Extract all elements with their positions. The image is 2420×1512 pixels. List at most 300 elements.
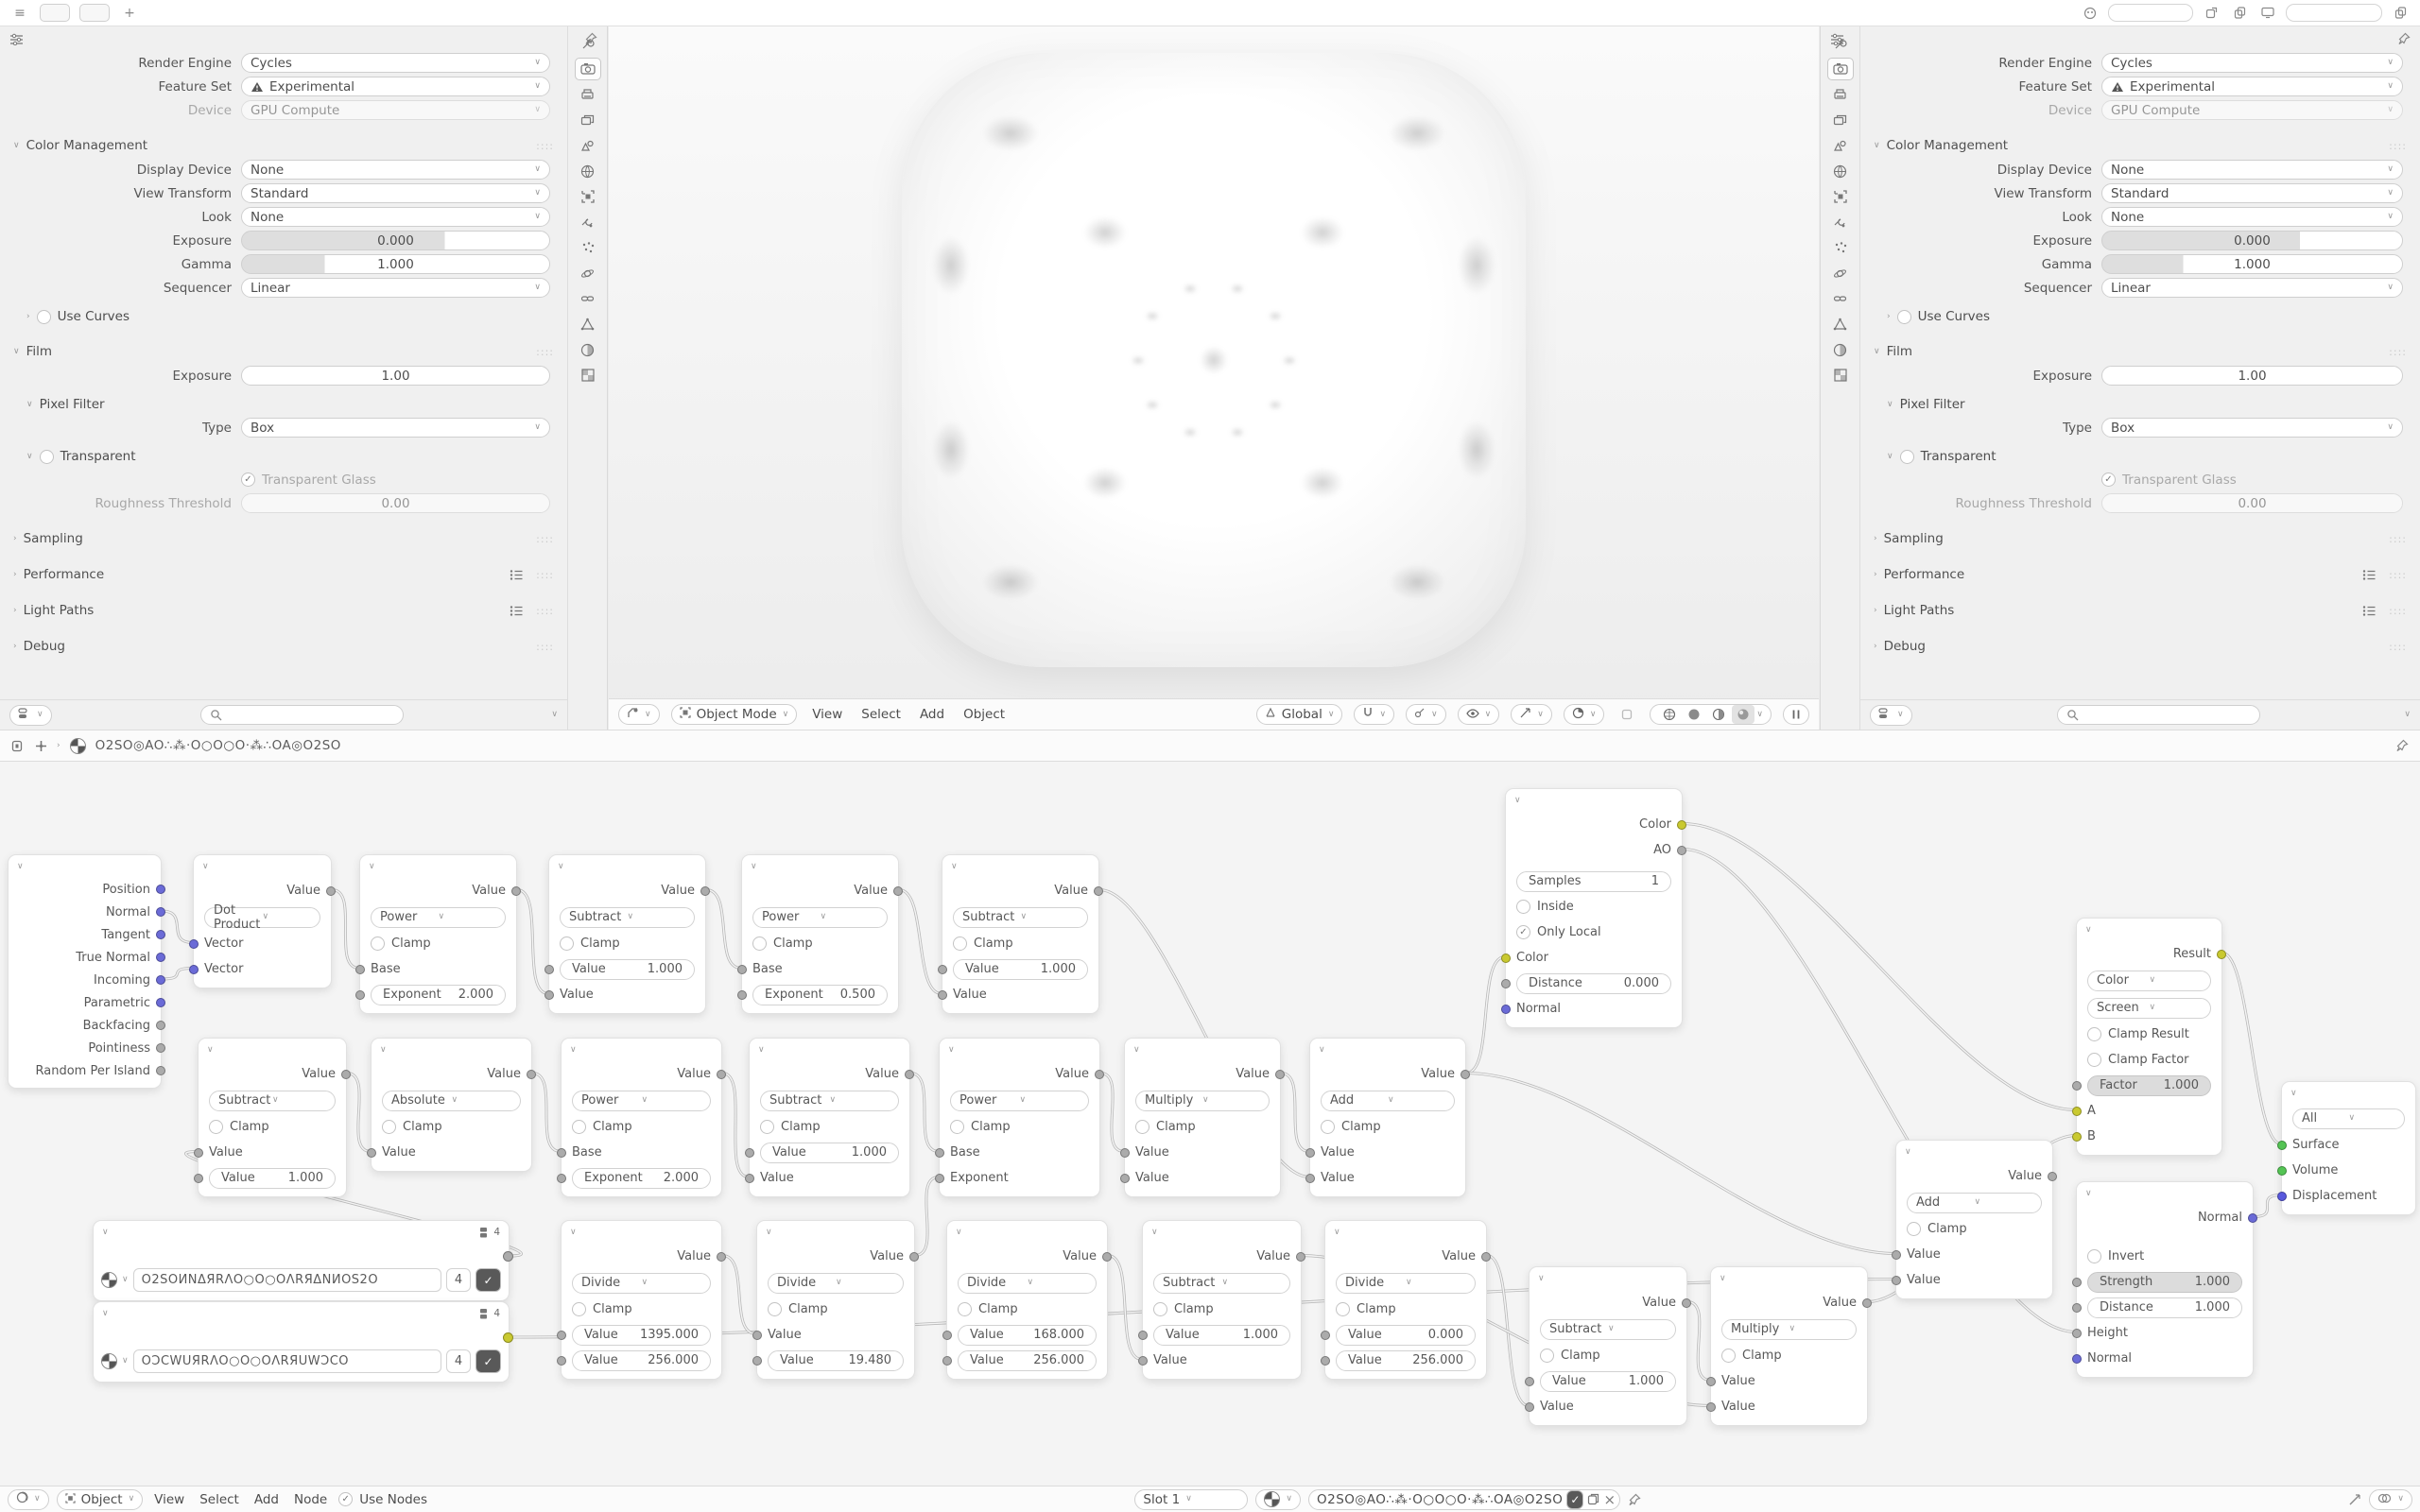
node-header[interactable] (199, 1039, 346, 1061)
node-sub21[interactable] (1529, 1266, 1687, 1426)
list-menu-icon[interactable] (510, 605, 524, 617)
checkbox[interactable] (1540, 1349, 1554, 1363)
input-socket[interactable] (938, 990, 947, 1000)
input-socket[interactable] (1501, 1005, 1511, 1014)
dropdown-render-engine[interactable] (241, 53, 550, 73)
toggle-transparent[interactable] (0, 445, 567, 468)
xray-toggle[interactable] (1616, 705, 1638, 724)
use-nodes-toggle[interactable] (338, 1492, 427, 1507)
node-header[interactable] (940, 1039, 1099, 1061)
visibility-dropdown[interactable] (1458, 704, 1500, 725)
output-socket[interactable] (1682, 1298, 1691, 1308)
menu-select[interactable]: Select (199, 1491, 239, 1507)
node-sub10[interactable] (749, 1038, 910, 1197)
operation-dropdown[interactable] (204, 902, 320, 932)
node-pow11[interactable] (939, 1038, 1100, 1197)
node-div20[interactable] (1324, 1220, 1487, 1380)
slider-exposure[interactable] (2101, 231, 2403, 250)
node-geometry[interactable] (8, 854, 162, 1089)
menu-object[interactable]: Object (963, 707, 1006, 722)
tab-material[interactable] (1827, 338, 1854, 361)
checkbox[interactable] (1900, 450, 1914, 464)
input-socket[interactable] (938, 965, 947, 974)
checkbox[interactable]: ✓ (1516, 925, 1530, 939)
toggle-use-curves[interactable] (0, 305, 567, 328)
fake-user-shield-icon[interactable]: ✓ (475, 1268, 501, 1292)
output-socket[interactable] (156, 907, 165, 917)
node-header[interactable] (2077, 1182, 2253, 1205)
section-debug[interactable] (1860, 634, 2420, 659)
checkbox[interactable] (572, 1120, 586, 1134)
tab-modifiers[interactable] (575, 211, 601, 233)
input-socket[interactable] (1321, 1356, 1330, 1366)
dropdown-device[interactable] (2101, 100, 2403, 120)
proportional-group[interactable] (1406, 704, 1446, 725)
node-header[interactable] (194, 855, 331, 878)
operation-dropdown[interactable] (1321, 1091, 1455, 1111)
node-header[interactable] (94, 1302, 509, 1325)
node-header[interactable] (1506, 789, 1682, 812)
output-socket[interactable] (1102, 1252, 1112, 1262)
list-menu-icon[interactable] (510, 569, 524, 581)
output-socket[interactable] (1677, 820, 1686, 830)
node-header[interactable] (360, 855, 516, 878)
section-performance[interactable] (1860, 562, 2420, 587)
dropdown-display-device[interactable] (2101, 160, 2403, 180)
section-light-paths[interactable] (1860, 598, 2420, 623)
output-socket[interactable] (503, 1251, 513, 1262)
list-menu-icon[interactable] (2362, 605, 2377, 617)
checkbox[interactable] (953, 936, 967, 951)
tab-object-data[interactable] (575, 313, 601, 335)
output-socket[interactable] (156, 953, 165, 962)
output-socket[interactable] (156, 1043, 165, 1053)
operation-dropdown[interactable] (209, 1091, 336, 1111)
checkbox[interactable] (1135, 1120, 1150, 1134)
dropdown-type[interactable] (241, 418, 550, 438)
section-debug[interactable] (0, 634, 567, 659)
output-socket[interactable] (503, 1332, 513, 1343)
node-header[interactable] (2077, 919, 2221, 941)
checkbox[interactable] (560, 936, 574, 951)
slider-gamma[interactable] (2101, 254, 2403, 274)
slider-exposure[interactable] (241, 231, 550, 250)
input-socket[interactable] (1120, 1148, 1130, 1158)
input-socket[interactable] (367, 1148, 376, 1158)
operation-dropdown[interactable] (760, 1091, 899, 1111)
input-socket[interactable] (942, 1356, 952, 1366)
input-socket[interactable] (2277, 1166, 2287, 1176)
node-div18[interactable] (946, 1220, 1108, 1380)
node-abs8[interactable] (371, 1038, 532, 1172)
value-field[interactable] (1153, 1325, 1290, 1346)
value-field[interactable] (2087, 1297, 2242, 1318)
value-field[interactable] (768, 1350, 904, 1371)
input-socket[interactable] (557, 1148, 566, 1158)
operation-dropdown[interactable] (2292, 1108, 2405, 1129)
value-field[interactable] (1336, 1350, 1476, 1371)
list-menu-icon[interactable] (2362, 569, 2377, 581)
menu-view[interactable]: View (154, 1491, 185, 1507)
node-pow1[interactable] (359, 854, 517, 1014)
checkbox[interactable] (1321, 1120, 1335, 1134)
value-field[interactable] (2087, 1075, 2211, 1096)
numfield-roughness-threshold[interactable] (2101, 493, 2403, 513)
tab-object[interactable] (1827, 185, 1854, 208)
checkbox[interactable] (2087, 1053, 2101, 1067)
dropdown-type[interactable] (2101, 418, 2403, 438)
input-socket[interactable] (737, 965, 747, 974)
operation-dropdown[interactable] (382, 1091, 521, 1111)
value-field[interactable] (760, 1143, 899, 1163)
input-socket[interactable] (557, 1174, 566, 1183)
pin-icon[interactable] (1628, 1493, 1641, 1506)
value-field[interactable] (1336, 1325, 1476, 1346)
section-sampling[interactable] (0, 526, 567, 551)
output-socket[interactable] (893, 886, 903, 896)
node-editor-canvas[interactable] (0, 762, 2420, 1486)
checkbox[interactable] (572, 1302, 586, 1316)
output-socket[interactable] (1095, 1070, 1104, 1079)
input-socket[interactable] (752, 1331, 762, 1340)
operation-dropdown[interactable] (1907, 1193, 2042, 1213)
section-color-management[interactable] (1860, 133, 2420, 158)
node-dot[interactable] (193, 854, 332, 988)
value-field[interactable] (1516, 871, 1671, 892)
node-header[interactable] (942, 855, 1098, 878)
input-socket[interactable] (2072, 1081, 2082, 1091)
input-socket[interactable] (745, 1148, 754, 1158)
node-div17[interactable] (756, 1220, 915, 1380)
input-socket[interactable] (935, 1174, 944, 1183)
checkbox[interactable]: ✓ (241, 472, 255, 487)
tab-world[interactable] (575, 160, 601, 182)
operation-dropdown[interactable] (1135, 1091, 1270, 1111)
output-socket[interactable] (717, 1252, 726, 1262)
checkbox[interactable] (40, 450, 54, 464)
node-header[interactable] (1896, 1141, 2052, 1163)
node-pow9[interactable] (561, 1038, 722, 1197)
tab-modifiers[interactable] (1827, 211, 1854, 233)
input-socket[interactable] (1321, 1331, 1330, 1340)
operation-dropdown[interactable] (953, 907, 1088, 928)
menu-add[interactable]: Add (919, 707, 945, 722)
checkbox[interactable] (1153, 1302, 1167, 1316)
value-field[interactable] (1540, 1371, 1676, 1392)
dropdown-view-transform[interactable] (2101, 183, 2403, 203)
output-socket[interactable] (156, 998, 165, 1007)
tab-tool[interactable] (575, 32, 601, 55)
input-socket[interactable] (1892, 1276, 1901, 1285)
input-socket[interactable] (194, 1174, 203, 1183)
output-socket[interactable] (1275, 1070, 1285, 1079)
input-socket[interactable] (355, 990, 365, 1000)
node-sub19[interactable] (1142, 1220, 1302, 1380)
checkbox[interactable]: ✓ (2101, 472, 2116, 487)
node-sub1[interactable] (548, 854, 706, 1014)
operation-dropdown[interactable] (572, 1091, 711, 1111)
output-socket[interactable] (1094, 886, 1103, 896)
input-socket[interactable] (2072, 1329, 2082, 1338)
value-field[interactable] (1516, 973, 1671, 994)
value-field[interactable] (958, 1325, 1097, 1346)
node-header[interactable] (94, 1221, 509, 1244)
properties-editor-icon[interactable] (9, 33, 24, 45)
input-socket[interactable] (1138, 1356, 1148, 1366)
unlink-icon[interactable]: × (1603, 1490, 1616, 1508)
tab-output[interactable] (1827, 83, 1854, 106)
output-socket[interactable] (1481, 1252, 1491, 1262)
node-add24[interactable] (1895, 1140, 2053, 1299)
numfield-roughness-threshold[interactable] (241, 493, 550, 513)
fake-user-shield-icon[interactable]: ✓ (1566, 1490, 1583, 1509)
value-field[interactable] (572, 1350, 711, 1371)
viewport-3d[interactable] (609, 26, 1819, 730)
dropdown-feature-set[interactable] (241, 77, 550, 96)
shade-solid-button[interactable] (1683, 705, 1705, 724)
tab-output[interactable] (575, 83, 601, 106)
checkbox[interactable] (768, 1302, 782, 1316)
dropdown-sequencer[interactable] (241, 278, 550, 298)
slider-gamma[interactable] (241, 254, 550, 274)
input-socket[interactable] (2072, 1107, 2082, 1116)
node-header[interactable] (757, 1221, 914, 1244)
editor-type-button[interactable] (8, 1489, 49, 1510)
checkbox[interactable] (958, 1302, 972, 1316)
gizmo-dropdown[interactable] (1511, 704, 1552, 725)
input-socket[interactable] (189, 965, 199, 974)
node-img1[interactable] (93, 1220, 510, 1301)
checkbox[interactable] (752, 936, 767, 951)
output-socket[interactable] (905, 1070, 914, 1079)
input-socket[interactable] (1706, 1377, 1716, 1386)
dropdown-look[interactable] (241, 207, 550, 227)
new-material-icon[interactable] (1587, 1493, 1599, 1505)
menu-add[interactable]: Add (253, 1491, 279, 1507)
tab-constraints[interactable] (1827, 287, 1854, 310)
checkbox[interactable] (950, 1120, 964, 1134)
tab-physics[interactable] (1827, 262, 1854, 284)
node-header[interactable] (372, 1039, 531, 1061)
output-socket[interactable] (511, 886, 521, 896)
output-socket[interactable] (1677, 846, 1686, 855)
operation-dropdown[interactable] (950, 1091, 1089, 1111)
node-mul12[interactable] (1124, 1038, 1281, 1197)
node-add13[interactable] (1309, 1038, 1466, 1197)
node-header[interactable] (549, 855, 705, 878)
fake-user-shield-icon[interactable]: ✓ (475, 1349, 501, 1373)
checkbox-row[interactable] (241, 472, 376, 488)
operation-dropdown[interactable] (752, 907, 888, 928)
node-header[interactable] (1711, 1267, 1867, 1290)
checkbox[interactable] (1721, 1349, 1736, 1363)
input-socket[interactable] (1501, 954, 1511, 963)
node-header[interactable] (1310, 1039, 1465, 1061)
image-icon[interactable] (101, 1272, 117, 1288)
tab-material[interactable] (575, 338, 601, 361)
value-field[interactable] (572, 1168, 711, 1189)
value-field[interactable] (2087, 1272, 2242, 1293)
input-socket[interactable] (544, 990, 554, 1000)
input-socket[interactable] (2072, 1303, 2082, 1313)
input-socket[interactable] (2072, 1278, 2082, 1287)
pivot-icon[interactable] (35, 740, 47, 752)
input-socket[interactable] (194, 1148, 203, 1158)
search-input[interactable] (2057, 705, 2260, 725)
node-header[interactable] (1530, 1267, 1686, 1290)
editor-type-icon[interactable] (11, 740, 26, 752)
output-socket[interactable] (156, 1021, 165, 1030)
users-count[interactable]: 4 (446, 1349, 471, 1373)
orientation-selector[interactable] (1256, 704, 1343, 725)
node-sub2[interactable] (942, 854, 1099, 1014)
shade-wireframe-button[interactable] (1658, 705, 1681, 724)
output-socket[interactable] (527, 1070, 536, 1079)
node-mul22[interactable] (1710, 1266, 1868, 1426)
dropdown-look[interactable] (2101, 207, 2403, 227)
mode-selector[interactable] (671, 704, 798, 725)
tab-texture[interactable] (1827, 364, 1854, 387)
tab-physics[interactable] (575, 262, 601, 284)
input-socket[interactable] (544, 965, 554, 974)
section-color-management[interactable] (0, 133, 567, 158)
shade-material-button[interactable] (1707, 705, 1730, 724)
tab-render[interactable] (575, 58, 601, 80)
checkbox[interactable] (1907, 1222, 1921, 1236)
new-tab-button[interactable]: + (124, 5, 135, 21)
toggle-transparent[interactable] (1860, 445, 2420, 468)
output-socket[interactable] (1296, 1252, 1305, 1262)
output-socket[interactable] (2217, 950, 2226, 959)
dropdown-sequencer[interactable] (2101, 278, 2403, 298)
input-socket[interactable] (1525, 1377, 1534, 1386)
overlays-dropdown[interactable] (1564, 704, 1605, 725)
checkbox[interactable] (760, 1120, 774, 1134)
input-socket[interactable] (1138, 1331, 1148, 1340)
operation-dropdown[interactable] (768, 1273, 904, 1294)
shade-rendered-button[interactable] (1732, 705, 1754, 724)
operation-dropdown[interactable] (2087, 998, 2211, 1019)
tab-particles[interactable] (575, 236, 601, 259)
section-sampling[interactable] (1860, 526, 2420, 551)
tab-view-layer[interactable] (575, 109, 601, 131)
input-socket[interactable] (752, 1356, 762, 1366)
subsection-pixel-filter[interactable] (1860, 393, 2420, 416)
dropdown-render-engine[interactable] (2101, 53, 2403, 73)
operation-dropdown[interactable] (958, 1273, 1097, 1294)
toolbar-field[interactable] (2286, 4, 2382, 22)
output-socket[interactable] (156, 975, 165, 985)
tab-render[interactable] (1827, 58, 1854, 80)
node-header[interactable] (1143, 1221, 1301, 1244)
node-sub7[interactable] (198, 1038, 347, 1197)
pause-button[interactable] (1783, 704, 1809, 725)
input-socket[interactable] (2277, 1141, 2287, 1150)
section-performance[interactable] (0, 562, 567, 587)
numfield-exposure[interactable] (2101, 366, 2403, 386)
pin-icon[interactable] (2395, 739, 2409, 752)
dropdown-view-transform[interactable] (241, 183, 550, 203)
output-socket[interactable] (156, 930, 165, 939)
toolbar-field[interactable] (2108, 4, 2193, 22)
input-socket[interactable] (2072, 1354, 2082, 1364)
node-mix[interactable] (2076, 918, 2222, 1156)
input-socket[interactable] (745, 1174, 754, 1183)
operation-dropdown[interactable] (2087, 971, 2211, 991)
menu-select[interactable]: Select (861, 707, 901, 722)
display-mode-button[interactable] (9, 705, 52, 726)
input-socket[interactable] (2072, 1132, 2082, 1142)
operation-dropdown[interactable] (572, 1273, 711, 1294)
input-socket[interactable] (1525, 1402, 1534, 1412)
output-socket[interactable] (700, 886, 710, 896)
image-name-field[interactable]: O2SOИNΔЯRΛO○O○OΛRЯΔNИOS2O (133, 1268, 441, 1292)
output-socket[interactable] (156, 1066, 165, 1075)
checkbox[interactable]: ✓ (338, 1492, 353, 1506)
operation-dropdown[interactable] (560, 907, 695, 928)
output-socket[interactable] (909, 1252, 919, 1262)
input-socket[interactable] (557, 1331, 566, 1340)
value-field[interactable] (572, 1325, 711, 1346)
material-name-field[interactable]: O2SO◎AO∴⁂·O○O○O·⁂∴OA◎O2SO (1317, 1491, 1564, 1507)
node-ao[interactable] (1505, 788, 1683, 1028)
checkbox-row[interactable] (2101, 472, 2237, 488)
tab-world[interactable] (1827, 160, 1854, 182)
search-input[interactable] (200, 705, 404, 725)
snap-diagonal-icon[interactable] (2348, 1493, 2361, 1506)
tab-texture[interactable] (575, 364, 601, 387)
value-field[interactable] (752, 985, 888, 1005)
operation-dropdown[interactable] (371, 907, 506, 928)
checkbox[interactable] (209, 1120, 223, 1134)
dropdown-device[interactable] (241, 100, 550, 120)
value-field[interactable] (560, 959, 695, 980)
node-header[interactable] (1125, 1039, 1280, 1061)
toggle-use-curves[interactable] (1860, 305, 2420, 328)
value-field[interactable] (953, 959, 1088, 980)
input-socket[interactable] (942, 1331, 952, 1340)
value-field[interactable] (371, 985, 506, 1005)
node-pow2[interactable] (741, 854, 899, 1014)
node-header[interactable] (750, 1039, 909, 1061)
node-header[interactable] (2282, 1082, 2415, 1105)
pin-icon[interactable] (2397, 32, 2411, 45)
input-socket[interactable] (1892, 1250, 1901, 1260)
tab-object-data[interactable] (1827, 313, 1854, 335)
output-socket[interactable] (341, 1070, 351, 1079)
dropdown-display-device[interactable] (241, 160, 550, 180)
input-socket[interactable] (189, 939, 199, 949)
value-field[interactable] (209, 1168, 336, 1189)
output-socket[interactable] (1461, 1070, 1470, 1079)
section-film[interactable] (0, 339, 567, 364)
node-header[interactable] (947, 1221, 1107, 1244)
numfield-exposure[interactable] (241, 366, 550, 386)
output-socket[interactable] (2048, 1172, 2057, 1181)
tab-scene[interactable] (575, 134, 601, 157)
palette-icon[interactable] (2080, 5, 2100, 22)
overlap-circles-dropdown[interactable] (2369, 1489, 2412, 1510)
checkbox[interactable] (1516, 900, 1530, 914)
value-field[interactable] (958, 1350, 1097, 1371)
output-socket[interactable] (717, 1070, 726, 1079)
input-socket[interactable] (1706, 1402, 1716, 1412)
node-header[interactable] (1325, 1221, 1486, 1244)
menu-node[interactable]: Node (294, 1491, 328, 1507)
window-tab[interactable] (40, 4, 70, 22)
tab-object[interactable] (575, 185, 601, 208)
input-socket[interactable] (1305, 1148, 1315, 1158)
